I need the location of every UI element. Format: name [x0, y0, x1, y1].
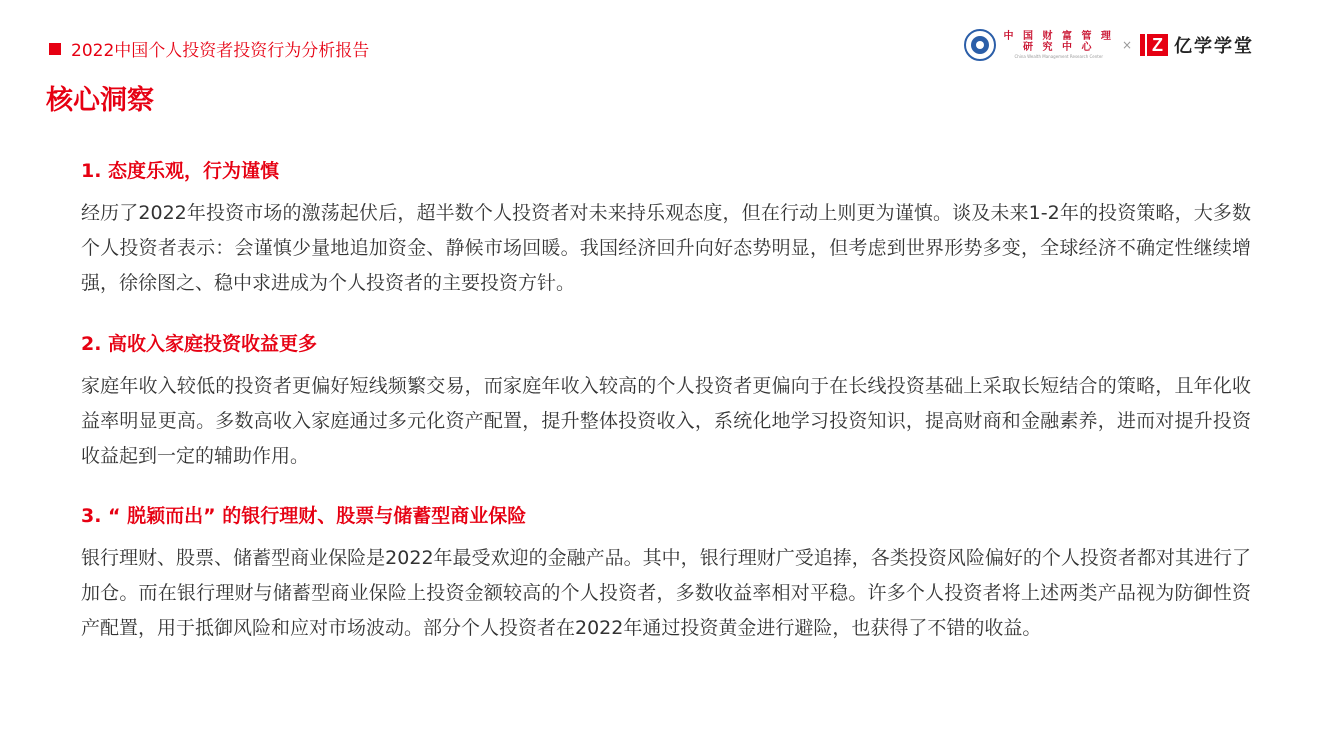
report-header — [49, 36, 369, 61]
insight-section-1 — [81, 158, 1251, 301]
square-bullet-icon — [49, 43, 61, 55]
partner-logos — [964, 26, 1254, 64]
section-body: 家庭年收入较低的投资者更偏好短线频繁交易，而家庭年收入较高的个人投资者更偏向于在长线投资基础上采取长短结合的策略，且年化收益率明显更高。多数高收入家庭通过多元化资产配置，提升整体投资收入，系统化地学习投资知识，提高财商和金融素养，进而对提升投资收益起到一定的辅助作用。 — [81, 375, 1251, 467]
section-heading: 1. 态度乐观，行为谨慎 — [81, 160, 280, 182]
insight-section-2 — [81, 331, 1251, 474]
cwm-seal-logo — [964, 29, 996, 61]
logo-separator: × — [1121, 38, 1132, 52]
section-body: 经历了2022年投资市场的激荡起伏后，超半数个人投资者对未来持乐观态度，但在行动上则更为谨慎。谈及未来1-2年的投资策略，大多数个人投资者表示：会谨慎少量地追加资金、静候市场回暖。我国经济回升向好态势明显，但考虑到世界形势多变，全球经济不确定性继续增强，徐徐图之、稳中求进成为个人投资者的主要投资方针。 — [81, 202, 1251, 294]
report-title: 2022中国个人投资者投资行为分析报告 — [71, 41, 370, 61]
section-heading: 3. “ 脱颖而出” 的银行理财、股票与储蓄型商业保险 — [81, 505, 527, 527]
cwm-english-name: China Wealth Management Research Center — [1014, 53, 1103, 59]
cwm-logo-text — [1004, 32, 1114, 59]
cwm-name-line2: 研 究 中 心 — [1023, 41, 1095, 53]
yxt-logo-name: 亿学学堂 — [1174, 36, 1254, 57]
cwm-name-line1: 中 国 财 富 管 理 — [1003, 30, 1114, 42]
yxt-logo-mark: Z — [1140, 34, 1168, 56]
insight-section-3 — [81, 503, 1251, 646]
section-body: 银行理财、股票、储蓄型商业保险是2022年最受欢迎的金融产品。其中，银行理财广受追捧，各类投资风险偏好的个人投资者都对其进行了加仓。而在银行理财与储蓄型商业保险上投资金额较高的个人投资者，多数收益率相对平稳。许多个人投资者将上述两类产品视为防御性资产配置，用于抵御风险和应对市场波动。部分个人投资者在2022年通过投资黄金进行避险，也获得了不错的收益。 — [81, 547, 1251, 639]
page-title: 核心洞察 — [46, 85, 154, 116]
section-heading: 2. 高收入家庭投资收益更多 — [81, 333, 318, 355]
